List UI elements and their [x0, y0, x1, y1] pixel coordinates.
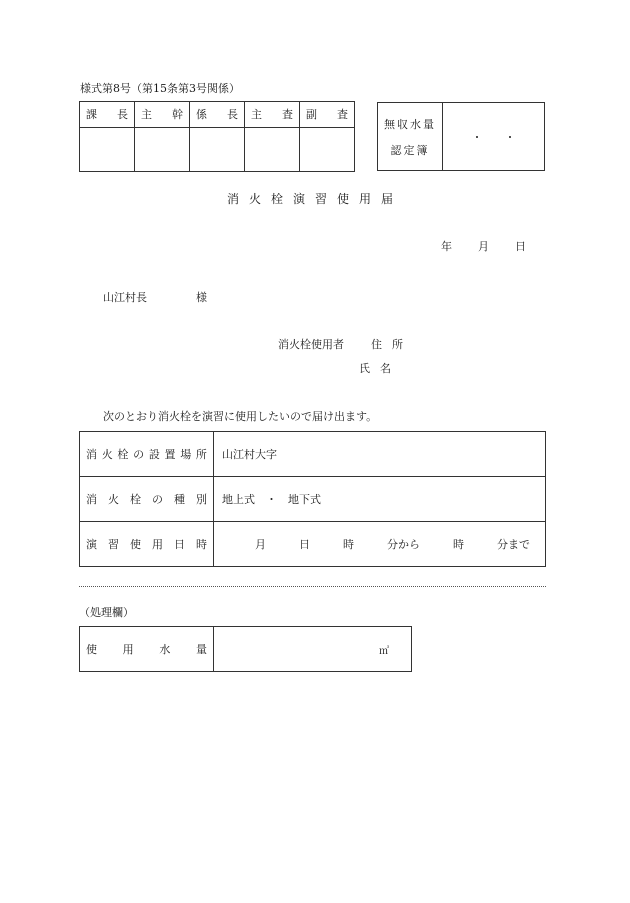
- year-label: 年: [441, 240, 452, 253]
- approval-title-cell: 主 幹: [135, 102, 190, 128]
- drill-datetime-field[interactable]: 月 日 時 分から 時 分まで: [214, 522, 546, 567]
- register-date-field[interactable]: ・ ・: [471, 130, 516, 144]
- form-number: 様式第8号（第15条第3号関係）: [80, 82, 240, 95]
- approval-stamp-cell[interactable]: [300, 128, 355, 172]
- cubic-meter-unit: ㎥: [379, 645, 389, 657]
- day-label: 日: [515, 240, 526, 253]
- non-revenue-water-register-box: [377, 102, 545, 171]
- table-row: [80, 522, 546, 567]
- approval-stamp-cell[interactable]: [80, 128, 135, 172]
- detail-table: [79, 431, 546, 567]
- approval-title-cell: 主 査: [245, 102, 300, 128]
- table-row: [80, 627, 412, 672]
- applicant-name-field[interactable]: 氏名: [359, 362, 401, 375]
- page-title: 消火栓演習使用届: [226, 192, 403, 206]
- table-row: [80, 432, 546, 477]
- approval-stamp-table: [79, 101, 355, 172]
- submission-date[interactable]: [441, 238, 526, 254]
- approval-title-cell: 課 長: [80, 102, 135, 128]
- drill-datetime-label: 演 習 使 用 日 時: [80, 522, 214, 567]
- water-usage-label: 使 用 水 量: [80, 627, 214, 672]
- installation-location-field[interactable]: 山江村大字: [214, 432, 546, 477]
- approval-stamp-cell[interactable]: [190, 128, 245, 172]
- hydrant-type-label: 消 火 栓 の 種 別: [80, 477, 214, 522]
- register-label: 無収水量 認定簿: [378, 103, 443, 170]
- intro-text: 次のとおり消火栓を演習に使用したいので届け出ます。: [103, 410, 378, 423]
- addressee-name: 山江村長: [103, 291, 147, 304]
- approval-title-cell: 係 長: [190, 102, 245, 128]
- approval-stamp-cell[interactable]: [135, 128, 190, 172]
- divider: [79, 586, 546, 587]
- water-usage-field[interactable]: [214, 627, 412, 672]
- applicant-address-field[interactable]: 住所: [371, 338, 413, 351]
- approval-stamp-cell[interactable]: [245, 128, 300, 172]
- approval-title-cell: 副 査: [300, 102, 355, 128]
- processing-heading: （処理欄）: [79, 606, 134, 619]
- addressee-honorific: 様: [196, 291, 207, 304]
- applicant-label: 消火栓使用者: [278, 338, 344, 351]
- month-label: 月: [478, 240, 489, 253]
- installation-location-label: 消 火 栓 の 設 置 場 所: [80, 432, 214, 477]
- water-usage-table: [79, 626, 412, 672]
- table-row: [80, 477, 546, 522]
- hydrant-type-field[interactable]: 地上式 ・ 地下式: [214, 477, 546, 522]
